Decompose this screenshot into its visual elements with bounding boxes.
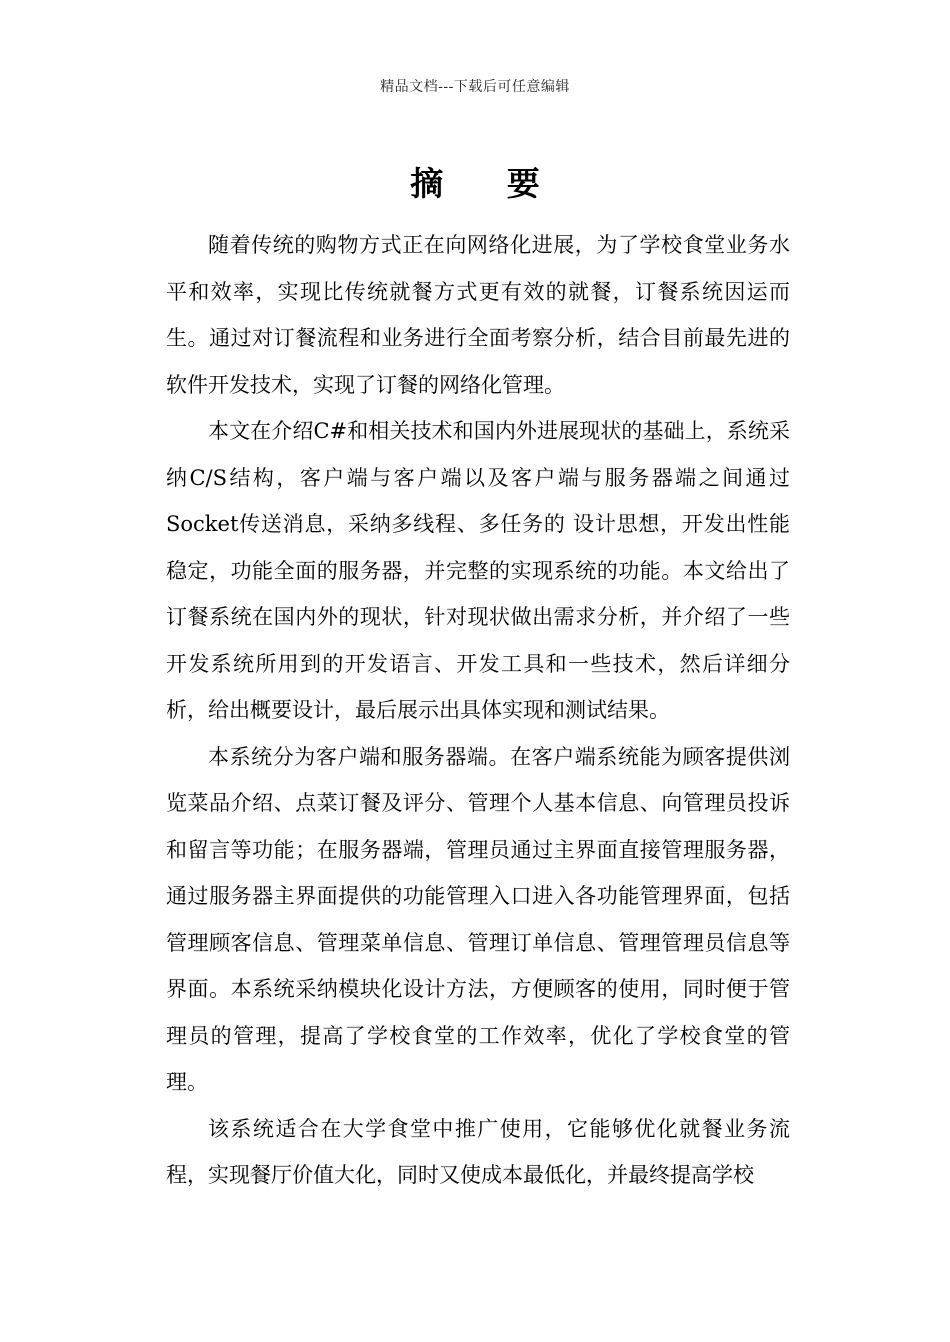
paragraph: 随着传统的购物方式正在向网络化进展，为了学校食堂业务水平和效率，实现比传统就餐方式更有效的就餐，订餐系统因运而生。通过对订餐流程和业务进行全面考察分析，结合目前最先进的软件开发技术，实现了订餐的网络化管理。	[166, 233, 790, 397]
page-title: 摘 要	[410, 164, 566, 203]
abstract-body	[166, 222, 790, 1199]
paragraph: 本文在介绍C#和相关技术和国内外进展现状的基础上，系统采纳C/S结构，客户端与客户端以及客户端与服务器端之间通过Socket传送消息，采纳多线程、多任务的 设计思想，开发出性能稳定，功能全面的服务器，并完整的实现系统的功能。本文给出了订餐系统在国内外的现状，针对现状做出需求分析，并介绍了一些开发系统所用到的开发语言、开发工具和一些技术，然后详细分析，给出概要设计，最后展示出具体实现和测试结果。	[166, 419, 790, 722]
paragraph: 本系统分为客户端和服务器端。在客户端系统能为顾客提供浏览菜品介绍、点菜订餐及评分、管理个人基本信息、向管理员投诉和留言等功能；在服务器端，管理员通过主界面直接管理服务器，通过服务器主界面提供的功能管理入口进入各功能管理界面，包括管理顾客信息、管理菜单信息、管理订单信息、管理管理员信息等界面。本系统采纳模块化设计方法，方便顾客的使用，同时便于管理员的管理，提高了学校食堂的工作效率，优化了学校食堂的管理。	[166, 744, 790, 1094]
page-header: 精品文档---下载后可任意编辑	[380, 79, 570, 95]
paragraph: 该系统适合在大学食堂中推广使用，它能够优化就餐业务流程，实现餐厅价值大化，同时又使成本最低化，并最终提高学校	[166, 1116, 790, 1187]
